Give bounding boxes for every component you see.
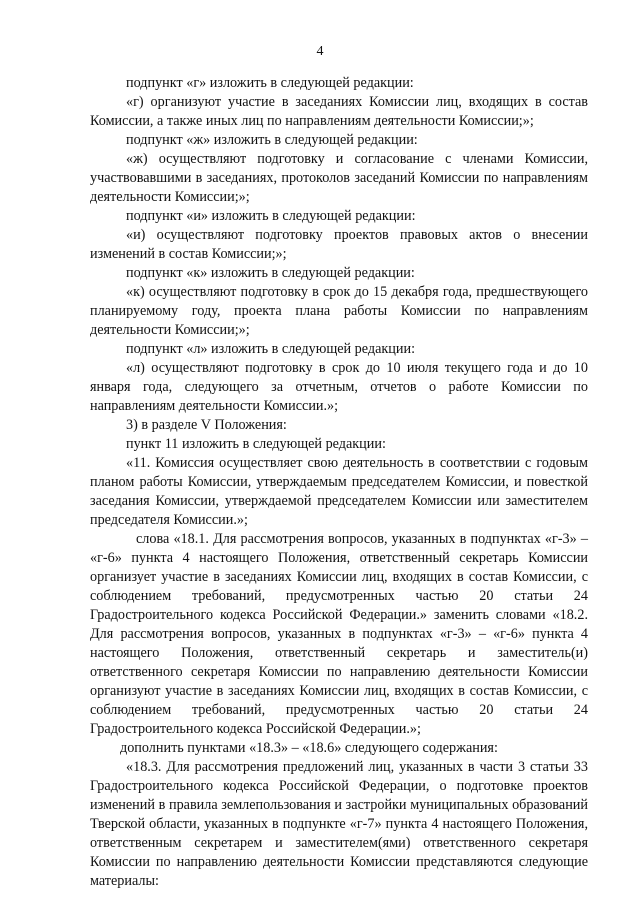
paragraph: подпункт «и» изложить в следующей редакции: (126, 208, 416, 224)
paragraph: дополнить пунктами «18.3» – «18.6» следующего содержания: (120, 740, 498, 756)
paragraph: подпункт «ж» изложить в следующей редакции: (126, 132, 418, 148)
paragraph: «18.3. Для рассмотрения предложений лиц, указанных в части 3 статьи 33 Градостроительного кодекса Российской Федерации, о подготовке проектов изменений в правила землепользования и застройки муниципальных образований Тверской области, указанных в подпункте «г-7» пункта 4 настоящего Положения, ответственным секретарем и заместителем(ями) ответственного секретаря Комиссии по направлению деятельности Комиссии представляются следующие материалы: (90, 759, 588, 889)
paragraph: пункт 11 изложить в следующей редакции: (126, 436, 386, 452)
paragraph: «к) осуществляют подготовку в срок до 15 декабря года, предшествующего планируемому году, проекта плана работы Комиссии по направлениям деятельности Комиссии;»; (90, 284, 588, 338)
paragraph: подпункт «к» изложить в следующей редакции: (126, 265, 415, 281)
paragraph: 3) в разделе V Положения: (126, 417, 287, 433)
paragraph: «ж) осуществляют подготовку и согласование с членами Комиссии, участвовавшими в заседаниях, протоколов заседаний Комиссии по направлениям деятельности Комиссии;»; (90, 151, 588, 205)
paragraph: подпункт «л» изложить в следующей редакции: (126, 341, 416, 357)
paragraph: подпункт «г» изложить в следующей редакции: (126, 75, 414, 91)
paragraph: «л) осуществляют подготовку в срок до 10 июля текущего года и до 10 января года, следующего за отчетным, отчетов о работе Комиссии по направлениям деятельности Комиссии.»; (90, 360, 588, 414)
paragraph: слова «18.1. Для рассмотрения вопросов, указанных в подпунктах «г-3» – «г-6» пункта 4 настоящего Положения, ответственный секретарь Комиссии организует участие в заседаниях Комиссии лиц, входящих в состав Комиссии, с соблюдением требований, предусмотренных частью 20 статьи 24 Градостроительного кодекса Российской Федерации.» заменить словами «18.2. Для рассмотрения вопросов, указанных в подпунктах «г-3» – «г-6» пункта 4 настоящего Положения, ответственный секретарь и заместитель(и) ответственного секретаря Комиссии по направлению деятельности Комиссии организуют участие в заседаниях Комиссии лиц, входящих в состав Комиссии, с соблюдением требований, предусмотренных частью 20 статьи 24 Градостроительного кодекса Российской Федерации.»; (90, 531, 588, 737)
page-number: 4 (316, 44, 324, 59)
paragraph: «11. Комиссия осуществляет свою деятельность в соответствии с годовым планом работы Комиссии, утверждаемым председателем Комиссии, и повесткой заседания Комиссии, утверждаемой председателем Комиссии или заместителем председателя Комиссии.»; (90, 455, 588, 528)
document-body (90, 74, 588, 891)
paragraph: «и) осуществляют подготовку проектов правовых актов о внесении изменений в состав Комиссии;»; (90, 227, 588, 262)
paragraph: «г) организуют участие в заседаниях Комиссии лиц, входящих в состав Комиссии, а также иных лиц по направлениям деятельности Комиссии;»; (90, 94, 588, 129)
